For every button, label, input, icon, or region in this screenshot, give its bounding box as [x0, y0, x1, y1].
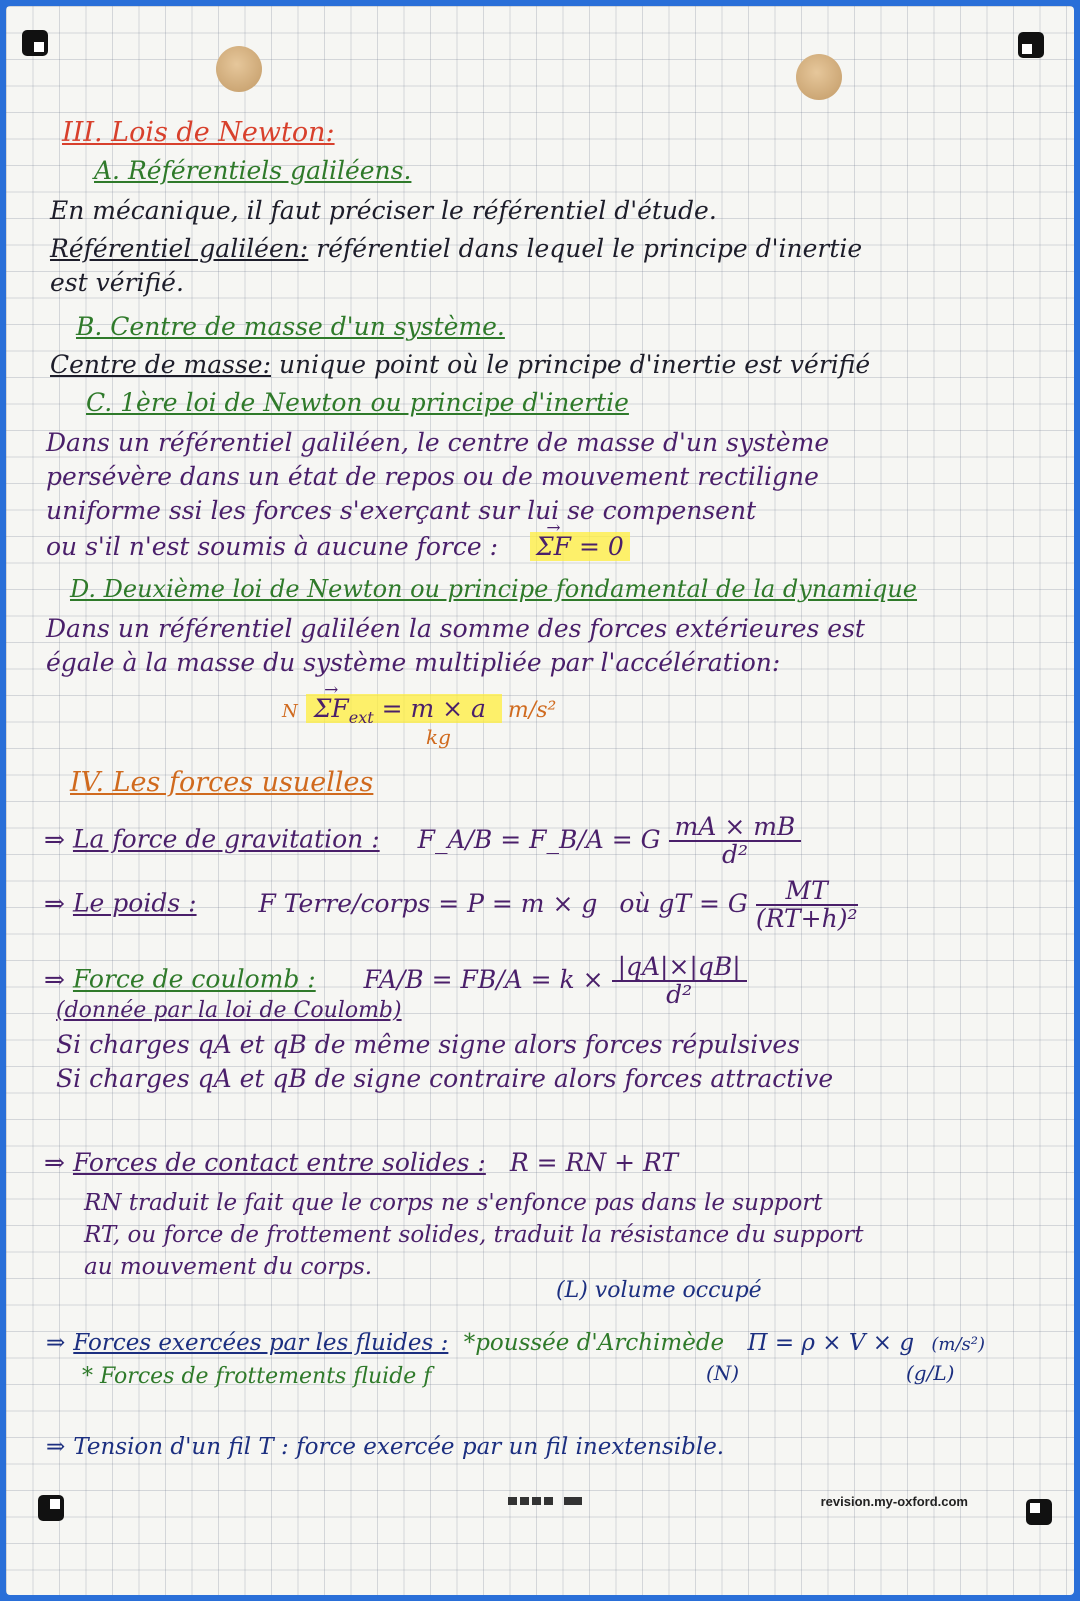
newton2-formula — [282, 694, 556, 733]
scan-corner-marker — [1026, 1499, 1052, 1525]
zero-vector: = 0 — [578, 532, 624, 561]
subsection-title: B. Centre de masse d'un système. — [76, 312, 505, 341]
weight-line — [44, 878, 858, 932]
denominator: (RT+h)² — [755, 904, 858, 933]
fraction — [612, 954, 747, 1008]
arrow-icon: ⇒ — [46, 1330, 66, 1356]
arrow-icon: ⇒ — [44, 1148, 65, 1177]
force-label: Forces de contact entre solides : — [72, 1148, 486, 1177]
force-label: Forces exercées par les fluides : — [73, 1330, 449, 1356]
mass-times-acceleration: = m × a — [381, 694, 486, 723]
arrow-icon: ⇒ — [44, 824, 65, 854]
definition-line — [50, 350, 870, 380]
numerator: MT — [756, 878, 858, 906]
tension-line — [46, 1432, 724, 1462]
subsection-title: A. Référentiels galiléens. — [94, 156, 412, 185]
unit-label: N — [282, 701, 298, 722]
numerator: |qA|×|qB| — [612, 954, 747, 982]
subsection-title: C. 1ère loi de Newton ou principe d'inertie — [86, 388, 629, 417]
formula: où gT = G — [619, 888, 748, 918]
formula: F_A/B = F_B/A = G — [417, 824, 661, 854]
force-label: La force de gravitation : — [72, 824, 380, 854]
text-line: Si charges qA et qB de même signe alors forces répulsives — [56, 1030, 801, 1059]
formula: Π = ρ × V × g — [747, 1330, 915, 1356]
annotation: (L) volume occupé — [556, 1278, 762, 1303]
arrow-icon: ⇒ — [44, 964, 65, 994]
text-line: Dans un référentiel galiléen, le centre de masse d'un système — [46, 428, 830, 457]
gravitation-line — [44, 814, 801, 868]
text-line: Si charges qA et qB de signe contraire alors forces attractive — [56, 1064, 834, 1093]
denominator: d² — [666, 980, 693, 1009]
fraction — [669, 814, 802, 868]
formula: R = RN + RT — [509, 1148, 679, 1177]
vector-sum: → ΣF — [536, 532, 571, 562]
scan-corner-marker — [38, 1495, 64, 1521]
text-line: est vérifié. — [50, 268, 184, 297]
denominator: d² — [721, 840, 748, 869]
contact-line — [44, 1148, 678, 1178]
text-line: * Forces de frottements fluide f — [82, 1364, 432, 1389]
arrow-icon: ⇒ — [46, 1434, 66, 1460]
scan-corner-marker — [22, 30, 48, 56]
fluid-line — [46, 1328, 985, 1360]
arrow-icon: ⇒ — [44, 888, 65, 918]
definition-text: référentiel dans lequel le principe d'inertie — [316, 234, 863, 263]
text-line: égale à la masse du système multipliée par l'accélération: — [46, 648, 781, 677]
numerator: mA × mB — [669, 814, 802, 842]
formula: F Terre/corps = P = m × g — [258, 888, 598, 918]
definition-term: Référentiel galiléen: — [50, 234, 309, 263]
section-title: III. Lois de Newton: — [62, 117, 335, 148]
text-line: ou s'il n'est soumis à aucune force : — [46, 532, 499, 561]
unit-label: kg — [426, 725, 451, 749]
formula-line — [46, 532, 630, 562]
unit-label: (m/s²) — [931, 1334, 986, 1355]
newton2-expression — [306, 694, 502, 727]
page-marker — [508, 1490, 585, 1509]
definition-term: Centre de masse: — [50, 350, 271, 379]
text-line: En mécanique, il faut préciser le référentiel d'étude. — [50, 196, 717, 225]
unit-label: (g/L) — [906, 1361, 955, 1385]
notebook-page — [6, 6, 1074, 1595]
text-line: RN traduit le fait que le corps ne s'enfonce pas dans le support — [84, 1190, 823, 1216]
fraction — [756, 878, 858, 932]
formula: FA/B = FB/A = k × — [363, 964, 604, 994]
unit-label: m/s² — [507, 698, 557, 723]
binder-hole-right — [796, 54, 842, 100]
text-line: Tension d'un fil T : force exercée par un fil inextensible. — [73, 1434, 725, 1460]
text-line: Dans un référentiel galiléen la somme des forces extérieures est — [46, 614, 865, 643]
subscript: ext — [348, 708, 374, 727]
text-line: persévère dans un état de repos ou de mouvement rectiligne — [46, 462, 819, 491]
site-watermark: revision.my-oxford.com — [820, 1494, 968, 1509]
section-title: IV. Les forces usuelles — [70, 767, 374, 798]
subsection-title: D. Deuxième loi de Newton ou principe fondamental de la dynamique — [70, 575, 918, 603]
archimede-label: *poussée d'Archimède — [463, 1330, 725, 1356]
scan-corner-marker — [1018, 32, 1044, 58]
inertia-formula — [530, 532, 630, 561]
force-label: Force de coulomb : — [72, 964, 316, 994]
force-label: Le poids : — [72, 888, 197, 918]
definition-text: unique point où le principe d'inertie est vérifié — [278, 350, 871, 379]
text-line: uniforme ssi les forces s'exerçant sur lui se compensent — [46, 496, 757, 525]
definition-line — [50, 234, 862, 264]
text-line: au mouvement du corps. — [84, 1254, 373, 1280]
vector-sum: → ΣF — [314, 694, 349, 724]
note: (donnée par la loi de Coulomb) — [56, 998, 402, 1023]
binder-hole-left — [216, 46, 262, 92]
text-line: RT, ou force de frottement solides, traduit la résistance du support — [84, 1222, 864, 1248]
unit-label: (N) — [706, 1361, 740, 1385]
